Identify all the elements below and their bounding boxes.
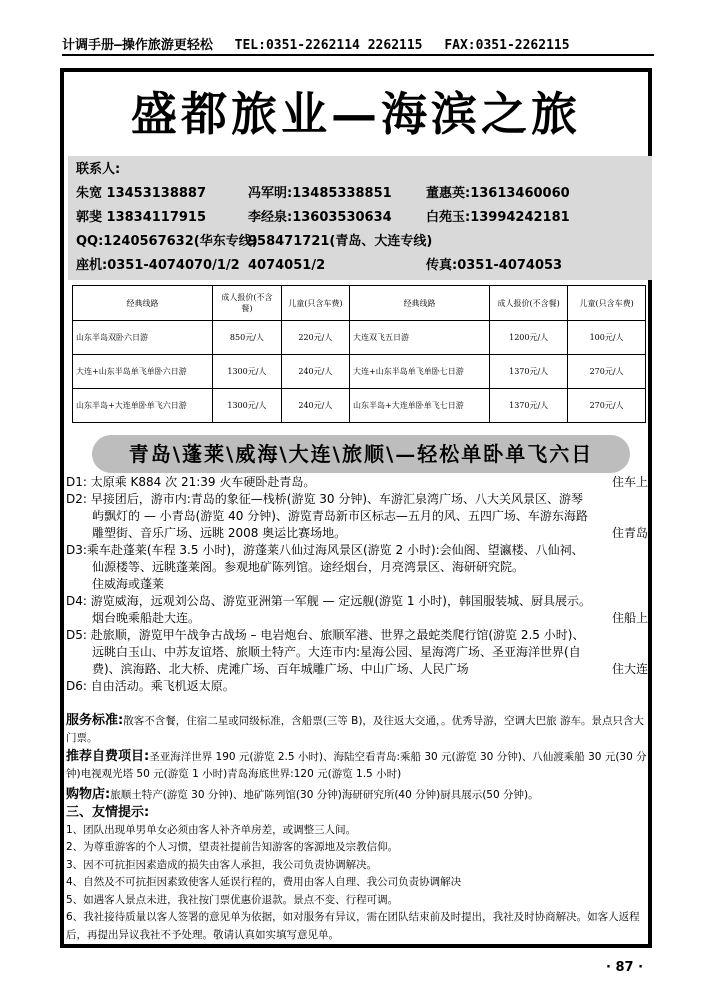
tip-item: 4、自然及不可抗拒因素致使客人延误行程的，费用由客人自理、我公司负责协调解决 — [66, 876, 462, 888]
itinerary-stay: 住船上 — [611, 611, 648, 625]
itinerary-line — [66, 593, 648, 610]
itinerary-text: D5: 赴旅顺，游览甲午战争古战场 – 电岩炮台、旅顺军港、世界之最蛇类爬行馆(游览 2.5 小时)、 — [66, 628, 585, 642]
tip-item: 1、团队出现单男单女必须由客人补齐单房差，或调整三人间。 — [66, 823, 357, 836]
table-cell: 1200元/人 — [490, 321, 568, 355]
table-header-row — [73, 286, 646, 321]
page-title: 盛都旅业—海滨之旅 — [131, 87, 581, 141]
header-tel: TEL:0351-2262114 2262115 — [234, 38, 423, 53]
itinerary-text: 费)、滨海路、北大桥、虎滩广场、百年城雕广场、中山广场、人民广场 — [92, 662, 469, 676]
itinerary-line — [66, 559, 648, 576]
itinerary-line — [66, 661, 648, 678]
tip-item: 6、我社接待质量以客人签署的意见单为依据，如对服务有异议，需在团队结束前及时提出，我社及时协商解决。如客人返程后，再提出异议我社不予处理。敬请认真如实填写意见单。 — [66, 911, 640, 941]
table-cell: 270元/人 — [568, 389, 646, 423]
tip-item: 2、为尊重游客的个人习惯，望责社提前告知游客的客源地及宗教信仰。 — [66, 841, 399, 853]
itinerary-text: 远眺白玉山、中苏友谊塔、旅顺土特产。大连市内:星海公园、星海湾广场、圣亚海洋世界(自 — [92, 645, 581, 659]
contacts-box — [68, 156, 652, 280]
page-number: · 87 · — [606, 960, 644, 975]
itinerary-text: 仙源楼等、远眺蓬莱阁。参观地矿陈列馆。途经烟台，月亮湾景区、海研研究院。 — [92, 560, 525, 574]
tips-section — [66, 804, 648, 944]
optional-label: 推荐自费项目: — [66, 749, 150, 764]
contact-cell: 朱宽 13453138887 — [76, 186, 207, 201]
itinerary-line — [66, 525, 648, 542]
itinerary — [66, 474, 648, 695]
routes-table — [72, 285, 646, 423]
contact-cell: 958471721(青岛、大连专线) — [248, 234, 433, 249]
itinerary-text: D2: 早接团后，游市内:青岛的象征—栈桥(游览 30 分钟)、车游汇泉湾广场、八大关风景区、游琴 — [66, 492, 584, 506]
itinerary-stay: 住车上 — [611, 475, 648, 489]
itinerary-stay: 住大连 — [611, 662, 648, 676]
table-cell: 1370元/人 — [490, 355, 568, 389]
table-row — [73, 355, 646, 389]
itinerary-text: 住威海或蓬莱 — [92, 577, 165, 591]
table-cell: 大连+山东半岛单飞单卧六日游 — [73, 355, 213, 389]
shopping-section — [66, 786, 648, 804]
table-cell: 850元/人 — [213, 321, 282, 355]
table-row — [73, 389, 646, 423]
contacts-label: 联系人: — [76, 162, 121, 177]
itinerary-text: 烟台晚乘船赴大连。 — [92, 611, 201, 625]
page-header — [62, 34, 654, 56]
route-banner: 青岛\蓬莱\威海\大连\旅顺\—轻松单卧单飞六日 — [92, 435, 630, 473]
contact-cell: 李经泉:13603530634 — [248, 210, 392, 225]
itinerary-text: D3:乘车赴蓬莱(车程 3.5 小时)，游蓬莱八仙过海风景区(游览 2 小时):会仙阁、望瀛楼、八仙祠、 — [66, 543, 584, 557]
table-cell: 山东半岛+大连单卧单飞七日游 — [350, 389, 490, 423]
table-cell: 1370元/人 — [490, 389, 568, 423]
itinerary-line — [66, 678, 648, 695]
itinerary-text: 屿飘灯的 — 小青岛(游览 40 分钟)、游览青岛新市区标志—五月的风、五四广场、车游东海路 — [92, 509, 588, 523]
table-cell: 山东半岛+大连单卧单飞六日游 — [73, 389, 213, 423]
service-label: 服务标准: — [66, 713, 124, 728]
contact-cell: QQ:1240567632(华东专线) — [76, 234, 258, 249]
itinerary-text: D1: 太原乘 K884 次 21:39 火车硬卧赴青岛。 — [66, 475, 316, 489]
itinerary-text: D4: 游览威海，远观刘公岛、游览亚洲第一军舰 — 定远舰(游览 1 小时)，韩国服装城、厨具展示。 — [66, 594, 591, 608]
optional-text: 圣亚海洋世界 190 元(游览 2.5 小时)、海陆空看青岛:乘船 30 元(游览 30 分钟)、八仙渡乘船 30 元(30 分钟)电视观光塔 50 元(游览 1 小时)青岛海底世界:120 元(游览 1.5 小时) — [66, 751, 647, 780]
table-row — [73, 321, 646, 355]
table-cell: 240元/人 — [281, 389, 349, 423]
contact-cell: 座机:0351-4074070/1/2 — [76, 258, 240, 273]
itinerary-line — [66, 474, 648, 491]
itinerary-line — [66, 644, 648, 661]
contact-cell: 白苑玉:13994242181 — [426, 210, 570, 225]
table-cell: 220元/人 — [281, 321, 349, 355]
itinerary-line — [66, 491, 648, 508]
service-section — [66, 712, 648, 747]
itinerary-line — [66, 542, 648, 559]
itinerary-line — [66, 508, 648, 525]
table-cell: 山东半岛双卧六日游 — [73, 321, 213, 355]
table-cell: 1300元/人 — [213, 389, 282, 423]
shopping-label: 购物店: — [66, 787, 111, 802]
itinerary-line — [66, 610, 648, 627]
table-cell: 240元/人 — [281, 355, 349, 389]
tip-item: 5、如遇客人景点未进，我社按门票优惠价退款。景点不变、行程可调。 — [66, 893, 399, 906]
service-text: 散客不含餐，住宿二星或同级标准，含船票(三等 B)，及往返大交通，。优秀导游，空调大巴旅 游车。景点只含大门票。 — [66, 715, 645, 744]
itinerary-line — [66, 576, 648, 593]
table-header: 儿童(只含车费) — [281, 286, 349, 321]
contact-cell: 冯军明:13485338851 — [248, 186, 392, 201]
tips-title: 三、友情提示: — [66, 805, 150, 820]
table-cell: 1300元/人 — [213, 355, 282, 389]
header-slogan: 计调手册—操作旅游更轻松 — [62, 38, 213, 53]
table-cell: 大连双飞五日游 — [350, 321, 490, 355]
table-cell: 大连+山东半岛单飞单卧七日游 — [350, 355, 490, 389]
optional-section — [66, 748, 648, 783]
tip-item: 3、因不可抗拒因素造成的损失由客人承担，我公司负责协调解决。 — [66, 858, 378, 871]
itinerary-line — [66, 627, 648, 644]
header-fax: FAX:0351-2262115 — [444, 38, 570, 53]
itinerary-text: 雕塑街、音乐广场、远眺 2008 奥运比赛场地。 — [92, 526, 347, 540]
contact-cell: 郭斐 13834117915 — [76, 210, 207, 225]
itinerary-stay: 住青岛 — [611, 526, 648, 540]
table-header: 儿童(只含车费) — [568, 286, 646, 321]
table-header: 经典线路 — [350, 286, 490, 321]
contact-cell: 4074051/2 — [248, 258, 326, 273]
table-header: 经典线路 — [73, 286, 213, 321]
table-cell: 100元/人 — [568, 321, 646, 355]
contact-cell: 传真:0351-4074053 — [426, 258, 563, 273]
itinerary-text: D6: 自由活动。乘飞机返太原。 — [66, 679, 235, 693]
table-cell: 270元/人 — [568, 355, 646, 389]
contact-cell: 董惠英:13613460060 — [426, 186, 570, 201]
table-header: 成人报价(不含餐) — [213, 286, 282, 321]
shopping-text: 旅顺土特产(游览 30 分钟)、地矿陈列馆(30 分钟)海研研究所(40 分钟)厨具展示(50 分钟)。 — [110, 789, 539, 801]
table-header: 成人报价(不含餐) — [490, 286, 568, 321]
